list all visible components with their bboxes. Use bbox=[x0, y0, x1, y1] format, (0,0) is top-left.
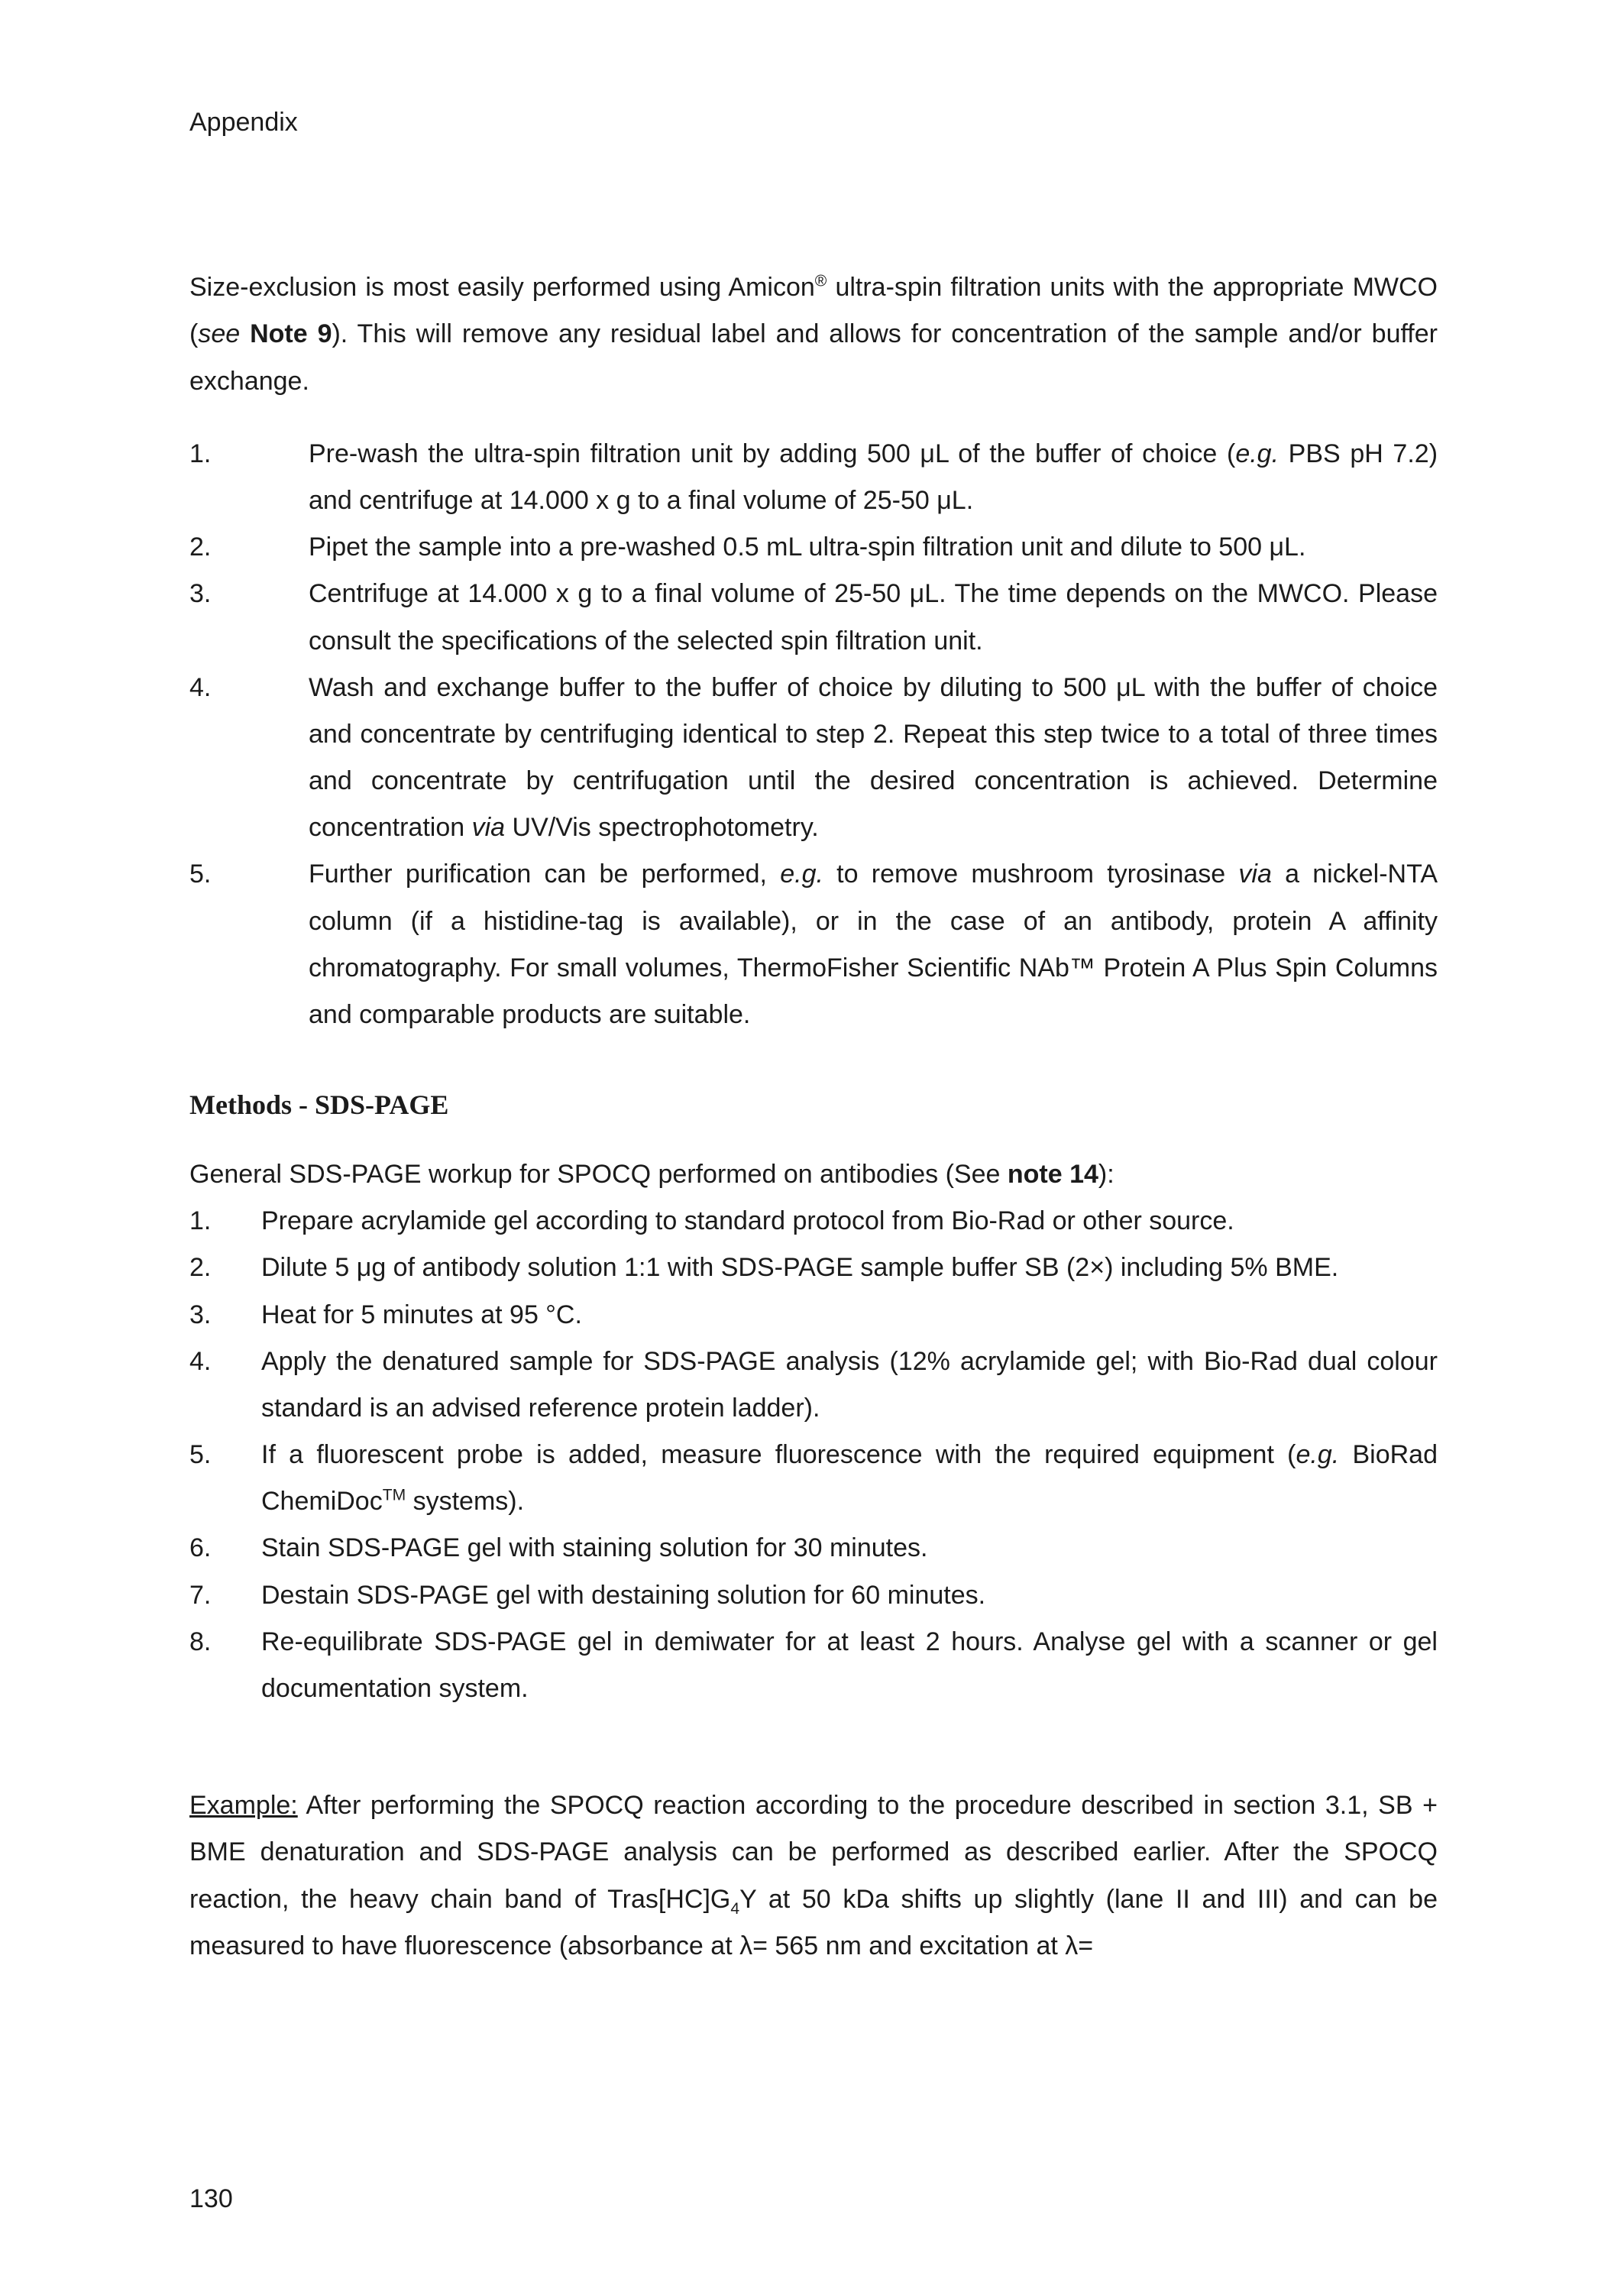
example-paragraph: Example: After performing the SPOCQ reaction according to the procedure described in section 3.1, SB + BME denaturation and SDS-PAGE analysis can be performed as described earlier. After the SPOCQ reaction, the heavy chain band of $Tras[HC]G_4Y$ at 50 kDa shifts up slightly (lane II and III) and can be measured to have fluorescence (absorbance at λ= 565 nm and excitation at λ= bbox=[189, 1791, 1438, 1960]
list-item-number: 5. bbox=[189, 860, 212, 889]
sds-page-list bbox=[189, 1198, 1438, 1712]
list-item-text: Centrifuge at 14.000 x g to a final volume of 25-50 μL. The time depends on the MWCO. Please consult the specifications of the selected spin filtration unit. bbox=[309, 579, 1438, 656]
list-item-number: 7. bbox=[189, 1580, 212, 1610]
list-item-text: Further purification can be performed, e.g. to remove mushroom tyrosinase via a nickel-NTA column (if a histidine-tag is available), or in the case of an antibody, protein A affinity chromatography. For small volumes, ThermoFisher Scientific NAb™ Protein A Plus Spin Columns and comparable products are suitable. bbox=[309, 860, 1438, 1029]
list-item-text: Re-equilibrate SDS-PAGE gel in demiwater for at least 2 hours. Analyse gel with a scanner or gel documentation system. bbox=[261, 1627, 1438, 1704]
list-item-text: Wash and exchange buffer to the buffer of choice by diluting to 500 μL with the buffer of choice and concentrate by centrifuging identical to step 2. Repeat this step twice to a total of three times and concentrate by centrifugation until the desired concentration is achieved. Determine concentration via UV/Vis spectrophotometry. bbox=[309, 672, 1438, 843]
purification-list bbox=[189, 431, 1438, 1038]
list-item-text: Prepare acrylamide gel according to standard protocol from Bio-Rad or other source. bbox=[261, 1206, 1234, 1236]
list-item bbox=[189, 1198, 1438, 1245]
list-item-number: 6. bbox=[189, 1533, 212, 1563]
list-item-text: If a fluorescent probe is added, measure fluorescence with the required equipment (e.g. BioRad ChemiDoc™ systems). bbox=[261, 1440, 1438, 1517]
list-item bbox=[189, 1245, 1438, 1291]
list-item-text: Heat for 5 minutes at 95 °C. bbox=[261, 1300, 582, 1329]
list-item-text: Pipet the sample into a pre-washed 0.5 mL ultra-spin filtration unit and dilute to 500 μL. bbox=[309, 533, 1306, 562]
section-heading-methods-sds-page: Methods - SDS-PAGE bbox=[189, 1089, 449, 1121]
list-item-text: Apply the denatured sample for SDS-PAGE analysis (12% acrylamide gel; with Bio-Rad dual colour standard is an advised reference protein ladder). bbox=[261, 1346, 1438, 1423]
list-item bbox=[189, 524, 1438, 571]
list-item bbox=[189, 665, 1438, 852]
list-item-number: 2. bbox=[189, 1253, 212, 1283]
running-header: Appendix bbox=[189, 108, 298, 137]
list-item-number: 3. bbox=[189, 579, 212, 609]
list-item bbox=[189, 851, 1438, 1038]
list-item-text: Stain SDS-PAGE gel with staining solution for 30 minutes. bbox=[261, 1533, 928, 1563]
list-item-number: 4. bbox=[189, 672, 212, 702]
list-item-number: 4. bbox=[189, 1346, 212, 1376]
list-item bbox=[189, 1339, 1438, 1432]
list-item bbox=[189, 1572, 1438, 1619]
list-item bbox=[189, 571, 1438, 664]
list-item bbox=[189, 1292, 1438, 1339]
list-item bbox=[189, 1619, 1438, 1712]
list-item-number: 8. bbox=[189, 1627, 212, 1656]
page-number: 130 bbox=[189, 2184, 233, 2213]
list-item-number: 1. bbox=[189, 439, 212, 468]
list-item-text: Pre-wash the ultra-spin filtration unit by adding 500 μL of the buffer of choice (e.g. PBS pH 7.2) and centrifuge at 14.000 x g to a final volume of 25-50 μL. bbox=[309, 439, 1438, 515]
list-item-number: 2. bbox=[189, 533, 212, 562]
list-item bbox=[189, 1525, 1438, 1572]
intro-paragraph: Size-exclusion is most easily performed using Amicon® ultra-spin filtration units with the appropriate MWCO (see Note 9). This will remove any residual label and allows for concentration of the sample and/or buffer exchange. bbox=[189, 272, 1438, 396]
list-item-text: Destain SDS-PAGE gel with destaining solution for 60 minutes. bbox=[261, 1580, 986, 1610]
list-item-number: 1. bbox=[189, 1206, 212, 1236]
list-item-number: 3. bbox=[189, 1300, 212, 1329]
page-content bbox=[189, 0, 1438, 1970]
list-item-text: Dilute 5 μg of antibody solution 1:1 with SDS-PAGE sample buffer SB (2×) including 5% BME. bbox=[261, 1253, 1339, 1283]
list-item bbox=[189, 1432, 1438, 1525]
list-item-number: 5. bbox=[189, 1440, 212, 1470]
list-item bbox=[189, 431, 1438, 524]
general-workup-paragraph: General SDS-PAGE workup for SPOCQ performed on antibodies (See note 14): bbox=[189, 1159, 1114, 1189]
